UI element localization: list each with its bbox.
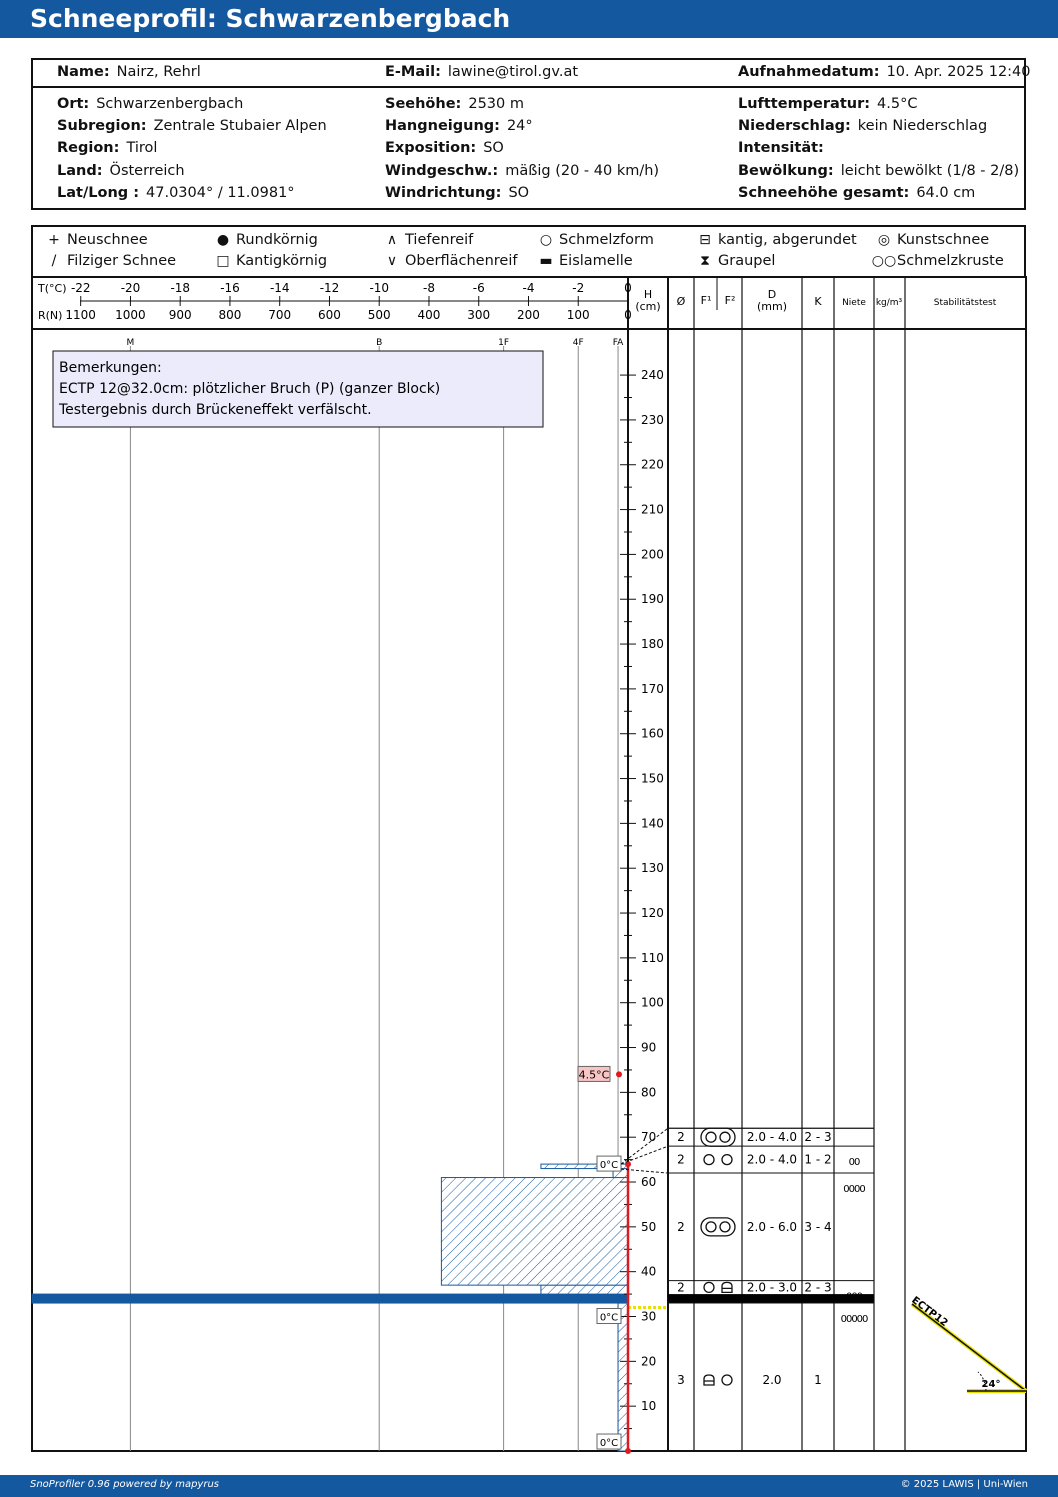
stability-angle-label: 24° xyxy=(981,1379,1001,1390)
t-tick-label: -4 xyxy=(522,281,535,295)
t-tick-label: -16 xyxy=(220,281,240,295)
region-field: Region: Tirol xyxy=(57,140,158,156)
legend-kantigkoernig: □ Kantigkörnig xyxy=(210,253,327,269)
plus-icon: + xyxy=(48,232,60,248)
r-tick-label: 1000 xyxy=(115,308,146,322)
melt-crust-icon xyxy=(701,1128,735,1146)
t-tick-label: -12 xyxy=(319,281,340,295)
t-tick-label: -14 xyxy=(269,281,290,295)
air-temperature-point xyxy=(616,1071,622,1077)
intensitaet-field: Intensität: xyxy=(738,140,824,156)
layer-d: 2.0 - 3.0 xyxy=(746,1280,798,1295)
t-tick-label: -20 xyxy=(120,281,141,295)
h-tick-label: 210 xyxy=(641,502,664,517)
h-tick-label: 150 xyxy=(641,771,664,786)
page-footer xyxy=(0,1475,1058,1497)
r-tick-label: 300 xyxy=(467,308,491,322)
layer-d: 2.0 - 4.0 xyxy=(746,1130,798,1145)
stability-test-name: ECTP12 xyxy=(909,1294,950,1330)
layer-d: 2.0 xyxy=(762,1373,782,1387)
h-tick-label: 240 xyxy=(641,368,664,383)
h-tick-label: 220 xyxy=(641,457,664,472)
layer-k: 3 - 4 xyxy=(804,1219,832,1234)
r-tick-label: 0 xyxy=(624,308,632,322)
hand-hardness-label: B xyxy=(376,338,383,348)
h-tick-label: 40 xyxy=(641,1264,657,1279)
hand-hardness-label: FA xyxy=(612,338,624,348)
grain-circle xyxy=(720,1132,730,1142)
footer-credit: SnoProfiler 0.96 powered by mapyrus xyxy=(30,1479,220,1490)
hardness-bar xyxy=(441,1178,628,1286)
legend-schmelzkruste: ○○Schmelzkruste xyxy=(871,253,1004,269)
h-tick-label: 140 xyxy=(641,816,664,831)
col-f2: F² xyxy=(724,294,736,307)
layer-k: 2 - 3 xyxy=(804,1130,832,1145)
layer-k: 1 - 2 xyxy=(804,1152,832,1167)
caret-up-icon: ∧ xyxy=(386,232,398,248)
seehoehe-field: Seehöhe: 2530 m xyxy=(385,96,524,112)
legend-tiefenreif: ∧ Tiefenreif xyxy=(379,232,473,248)
double-circle-icon: ◎ xyxy=(877,232,891,248)
r-tick-label: 200 xyxy=(517,308,540,322)
layer-k: 2 - 3 xyxy=(804,1280,832,1295)
h-tick-label: 160 xyxy=(641,726,664,741)
hardness-profile xyxy=(32,1164,628,1451)
h-tick-label: 120 xyxy=(641,906,664,921)
h-tick-label: 80 xyxy=(641,1085,657,1100)
layer-k: 1 xyxy=(814,1373,822,1387)
layer-size: 3 xyxy=(677,1373,685,1387)
ice-layer-bar xyxy=(32,1294,628,1303)
windgeschw-field: Windgeschw.: mäßig (20 - 40 km/h) xyxy=(385,163,660,179)
grain-rounded-square xyxy=(704,1375,714,1385)
bewoelkung-field: Bewölkung: leicht bewölkt (1/8 - 2/8) xyxy=(738,163,1020,179)
caret-down-icon: ∨ xyxy=(386,253,398,269)
temp-label: 0°C xyxy=(599,1312,619,1324)
t-tick-label: -8 xyxy=(423,281,435,295)
layer-size: 2 xyxy=(677,1219,685,1234)
hand-hardness-label: 4F xyxy=(572,338,584,348)
filled-circle-icon: ● xyxy=(216,232,230,248)
layer-table xyxy=(628,1128,874,1451)
t-tick-label: -22 xyxy=(70,281,91,295)
legend-kantig-abgerundet: ⊟ kantig, abgerundet xyxy=(692,232,857,248)
t-tick-label: -10 xyxy=(369,281,390,295)
legend-oberflaechenreif: ∨ Oberflächenreif xyxy=(379,253,518,269)
temperature-ticks xyxy=(71,281,632,301)
col-grain-size: Ø xyxy=(676,295,686,308)
legend-filziger-schnee: / Filziger Schnee xyxy=(41,253,176,269)
h-axis-label: H xyxy=(643,288,653,301)
schneehoehe-field: Schneehöhe gesamt: 64.0 cm xyxy=(738,185,976,201)
niederschlag-field: Niederschlag: kein Niederschlag xyxy=(738,118,988,134)
h-tick-label: 30 xyxy=(641,1309,657,1324)
name-field: Name: Nairz, Rehrl xyxy=(57,64,201,80)
h-tick-label: 230 xyxy=(641,412,664,427)
footer-copyright: © 2025 LAWIS | Uni-Wien xyxy=(900,1479,1028,1490)
air-temperature-label: 4.5°C xyxy=(578,1068,610,1082)
r-tick-label: 600 xyxy=(317,308,341,322)
col-f1: F¹ xyxy=(700,294,712,307)
h-tick-label: 130 xyxy=(641,861,664,876)
lufttemp-field: Lufttemperatur: 4.5°C xyxy=(738,96,918,112)
circle-icon: ○ xyxy=(539,232,553,248)
rounded-square-icon: ⊟ xyxy=(699,232,711,248)
legend-schmelzform: ○ Schmelzform xyxy=(533,232,654,248)
bar-icon: ▬ xyxy=(539,253,553,269)
legend-graupel: ⧗ Graupel xyxy=(692,253,775,269)
hangneigung-field: Hangneigung: 24° xyxy=(385,118,533,134)
t-tick-label: -2 xyxy=(572,281,585,295)
col-niete: Niete xyxy=(842,298,866,308)
r-tick-label: 700 xyxy=(268,308,292,322)
t-tick-label: -6 xyxy=(472,281,485,295)
stability-test xyxy=(909,1295,1026,1391)
h-tick-label: 100 xyxy=(641,995,664,1010)
layer-d: 2.0 - 4.0 xyxy=(746,1152,798,1167)
layer-niete: 00000 xyxy=(840,1314,868,1326)
layer-niete: 00 xyxy=(848,1157,860,1169)
email-field: E-Mail: lawine@tirol.gv.at xyxy=(385,64,579,80)
h-tick-label: 60 xyxy=(641,1175,657,1190)
latlong-field: Lat/Long : 47.0304° / 11.0981° xyxy=(57,185,295,201)
hand-hardness-label: 1F xyxy=(498,338,510,348)
rounded-square-circle-icon xyxy=(704,1375,732,1385)
layer-size: 2 xyxy=(677,1152,685,1167)
h-tick-label: 200 xyxy=(641,547,664,562)
melt-crust-icon: ○○ xyxy=(871,253,897,269)
legend-rundkoernig: ● Rundkörnig xyxy=(210,232,318,248)
exposition-field: Exposition: SO xyxy=(385,140,504,156)
temp-label: 0°C xyxy=(599,1438,619,1450)
square-icon: □ xyxy=(216,253,230,269)
h-tick-label: 70 xyxy=(641,1130,657,1145)
col-k: K xyxy=(814,295,822,308)
h-tick-label: 190 xyxy=(641,592,664,607)
slash-icon: / xyxy=(51,253,57,269)
grain-circle xyxy=(706,1222,716,1232)
r-tick-label: 800 xyxy=(218,308,242,322)
ort-field: Ort: Schwarzenbergbach xyxy=(57,96,244,112)
ice-layer-row xyxy=(668,1294,874,1303)
legend-neuschnee: + Neuschnee xyxy=(41,232,148,248)
h-tick-label: 110 xyxy=(641,950,664,965)
r-tick-label: 500 xyxy=(367,308,391,322)
remarks-line-2: Testergebnis durch Brückeneffekt verfälscht. xyxy=(59,402,372,418)
h-tick-label: 10 xyxy=(641,1399,657,1414)
h-tick-label: 180 xyxy=(641,637,664,652)
layer-d: 2.0 - 6.0 xyxy=(746,1219,798,1234)
temp-label: 0°C xyxy=(599,1160,619,1172)
grain-circle xyxy=(720,1222,730,1232)
r-tick-label: 900 xyxy=(168,308,192,322)
circle-circle-icon xyxy=(704,1155,732,1165)
r-tick-label: 400 xyxy=(417,308,441,322)
h-tick-label: 50 xyxy=(641,1219,657,1234)
hand-hardness-label: M xyxy=(126,338,135,348)
t-axis-label: T(°C) xyxy=(38,282,67,295)
temperature-point xyxy=(625,1448,631,1454)
r-tick-label: 1100 xyxy=(65,308,96,322)
col-stability: Stabilitätstest xyxy=(933,298,997,308)
layer-niete: 0000 xyxy=(843,1184,865,1196)
land-field: Land: Österreich xyxy=(57,163,185,179)
date-field: Aufnahmedatum: 10. Apr. 2025 12:40 xyxy=(738,64,1031,80)
legend-kunstschnee: ◎ Kunstschnee xyxy=(871,232,989,248)
graupel-icon: ⧗ xyxy=(700,253,710,269)
t-tick-label: 0 xyxy=(624,281,632,295)
grain-circle xyxy=(706,1132,716,1142)
windrichtung-field: Windrichtung: SO xyxy=(385,185,530,201)
remarks-line-1: ECTP 12@32.0cm: plötzlicher Bruch (P) (ganzer Block) xyxy=(59,381,441,397)
r-tick-label: 100 xyxy=(566,308,590,322)
t-tick-label: -18 xyxy=(170,281,191,295)
legend-eislamelle: ▬ Eislamelle xyxy=(533,253,633,269)
remarks-heading: Bemerkungen: xyxy=(59,360,162,376)
h-tick-label: 170 xyxy=(641,681,664,696)
layer-size: 2 xyxy=(677,1130,685,1145)
circle-rounded-square-icon xyxy=(704,1282,732,1292)
r-axis-label: R(N) xyxy=(38,309,63,322)
col-d-label: D xyxy=(767,288,777,301)
hardness-bar xyxy=(541,1285,628,1294)
grain-circle xyxy=(722,1375,732,1385)
page-title: Schneeprofil: Schwarzenbergbach xyxy=(30,4,511,33)
subregion-field: Subregion: Zentrale Stubaier Alpen xyxy=(57,118,327,134)
grain-circle xyxy=(722,1155,732,1165)
layer-size: 2 xyxy=(677,1280,685,1295)
grain-rounded-square xyxy=(722,1282,732,1292)
h-tick-label: 20 xyxy=(641,1354,657,1369)
h-tick-label: 90 xyxy=(641,1040,657,1055)
grain-circle xyxy=(704,1155,714,1165)
melt-crust-icon xyxy=(701,1218,735,1236)
col-d-unit: (mm) xyxy=(756,300,788,313)
col-density: kg/m³ xyxy=(875,298,903,308)
resistance-ticks xyxy=(65,301,631,322)
h-axis-unit: (cm) xyxy=(635,300,661,313)
grain-circle xyxy=(704,1282,714,1292)
